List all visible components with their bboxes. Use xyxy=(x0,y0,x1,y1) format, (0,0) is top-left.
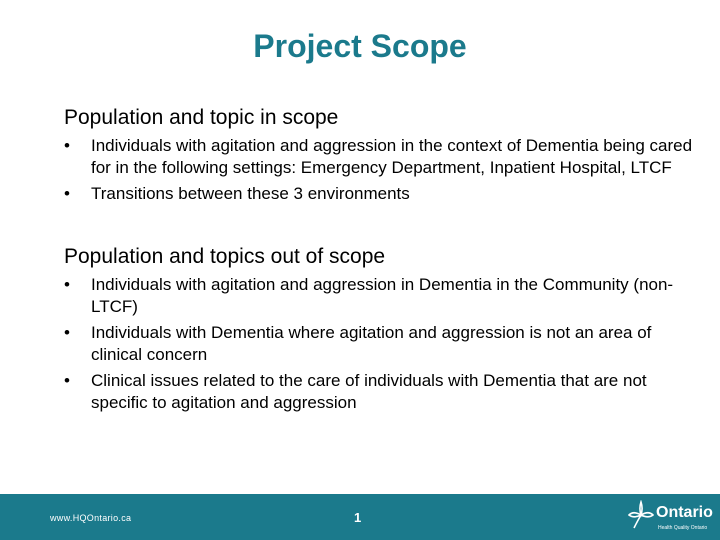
trillium-icon xyxy=(628,500,654,530)
list-item-text: Individuals with agitation and aggression in the context of Dementia being cared for in the following settings: Emergency Department, Inpatient Hospital, LTCF xyxy=(91,136,693,177)
page-number: 1 xyxy=(354,510,362,525)
out-of-scope-section xyxy=(64,244,694,418)
bullet-icon: • xyxy=(64,275,70,294)
list-item-text: Individuals with agitation and aggression in Dementia in the Community (non-LTCF) xyxy=(91,275,674,316)
list-item-text: Transitions between these 3 environments xyxy=(91,184,410,203)
in-scope-list xyxy=(64,135,694,205)
list-item xyxy=(64,135,694,179)
list-item xyxy=(64,183,694,205)
in-scope-section xyxy=(64,105,694,209)
out-of-scope-heading: Population and topics out of scope xyxy=(64,245,386,268)
list-item-text: Clinical issues related to the care of individuals with Dementia that are not specific to agitation and aggression xyxy=(91,371,647,412)
footer-bar xyxy=(0,494,720,540)
bullet-icon: • xyxy=(64,371,70,390)
list-item-text: Individuals with Dementia where agitation and aggression is not an area of clinical concern xyxy=(91,323,652,364)
logo-wordmark: Ontario xyxy=(656,504,713,521)
list-item xyxy=(64,322,694,366)
list-item xyxy=(64,370,694,414)
footer-url-link[interactable]: www.HQOntario.ca xyxy=(50,513,132,523)
logo-subtitle: Health Quality Ontario xyxy=(658,525,708,531)
out-of-scope-list xyxy=(64,274,694,414)
bullet-icon: • xyxy=(64,323,70,342)
slide-title: Project Scope xyxy=(253,28,467,64)
ontario-logo xyxy=(626,498,712,536)
list-item xyxy=(64,274,694,318)
bullet-icon: • xyxy=(64,184,70,203)
bullet-icon: • xyxy=(64,136,70,155)
in-scope-heading: Population and topic in scope xyxy=(64,106,339,129)
